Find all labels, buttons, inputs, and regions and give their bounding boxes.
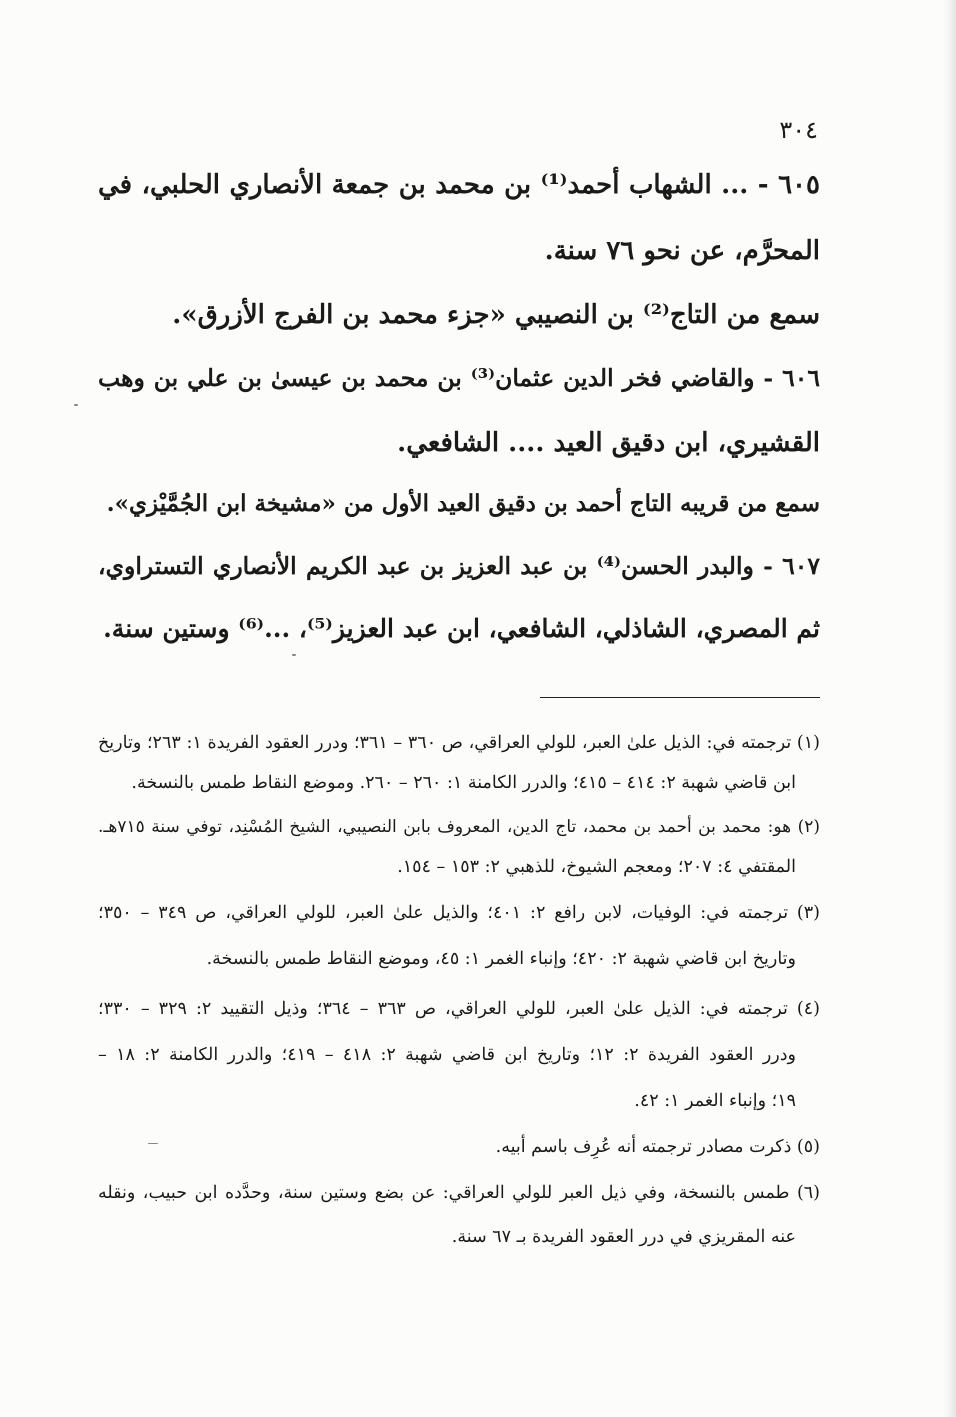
footnote-6-line-2: عنه المقريزي في درر العقود الفريدة بـ ٦٧ سنة. xyxy=(451,1227,796,1247)
entry-607-line-1: ٦٠٧ - والبدر الحسن⁽⁴⁾ بن عبد العزيز بن عبد الكريم الأنصاري التستراوي، xyxy=(98,552,821,580)
entry-605-line-1: ٦٠٥ - ... الشهاب أحمد⁽¹⁾ بن محمد بن جمعة الأنصاري الحلبي، في xyxy=(98,170,820,200)
page-number: ٣٠٤ xyxy=(779,116,818,144)
scan-edge xyxy=(942,0,956,1417)
footnote-1-line-2: ابن قاضي شهبة ٢: ٤١٤ – ٤١٥؛ والدرر الكامنة ١: ٢٦٠ – ٢٦٠. وموضع النقاط طمس بالنسخة. xyxy=(131,773,796,793)
footnote-4-line-3: ١٩؛ وإنباء الغمر ١: ٤٢. xyxy=(634,1091,796,1111)
scan-speck xyxy=(148,1143,158,1144)
entry-606-line-2: القشيري، ابن دقيق العيد .... الشافعي. xyxy=(397,428,820,458)
footnote-4-line-2: ودرر العقود الفريدة ٢: ١٢؛ وتاريخ ابن قاضي شهبة ٢: ٤١٨ – ٤١٩؛ والدرر الكامنة ٢: ١٨ – xyxy=(98,1045,796,1065)
footnote-separator xyxy=(540,697,820,698)
footnote-6-line-1: (٦) طمس بالنسخة، وفي ذيل العبر للولي العراقي: عن بضع وستين سنة، وحدَّده ابن حبيب، ونقله xyxy=(98,1183,820,1203)
entry-607-line-2: ثم المصري، الشاذلي، الشافعي، ابن عبد العزيز⁽⁵⁾، ...⁽⁶⁾ وستين سنة. xyxy=(103,614,820,643)
footnote-2-line-1: (٢) هو: محمد بن أحمد بن محمد، تاج الدين، المعروف بابن النصيبي، الشيخ المُسْنِد، توفي سنة ٧١٥هـ. xyxy=(98,817,820,837)
footnote-2-line-2: المقتفي ٤: ٢٠٧؛ ومعجم الشيوخ، للذهبي ٢: ١٥٣ – ١٥٤. xyxy=(397,857,796,877)
scan-speck xyxy=(74,404,78,406)
entry-606-sama: سمع من قريبه التاج أحمد بن دقيق العيد الأول من «مشيخة ابن الجُمَّيْزي». xyxy=(106,490,820,517)
footnote-3-line-1: (٣) ترجمته في: الوفيات، لابن رافع ٢: ٤٠١؛ والذيل علىٰ العبر، للولي العراقي، ص ٣٤٩ – ٣٥٠؛ xyxy=(98,903,820,923)
entry-605-line-2: المحرَّم، عن نحو ٧٦ سنة. xyxy=(544,236,820,266)
footnote-5-line-1: (٥) ذكرت مصادر ترجمته أنه عُرِف باسم أبيه. xyxy=(495,1137,820,1157)
footnote-1-line-1: (١) ترجمته في: الذيل علىٰ العبر، للولي العراقي، ص ٣٦٠ – ٣٦١؛ ودرر العقود الفريدة ١: ٢٦٣؛ وتاريخ xyxy=(98,733,820,753)
entry-605-sama: سمع من التاج⁽²⁾ بن النصيبي «جزء محمد بن الفرج الأزرق». xyxy=(172,300,820,330)
scan-speck xyxy=(292,654,296,656)
footnote-4-line-1: (٤) ترجمته في: الذيل علىٰ العبر، للولي العراقي، ص ٣٦٣ – ٣٦٤؛ وذيل التقييد ٢: ٣٢٩ – ٣٣٠؛ xyxy=(98,999,820,1019)
entry-606-line-1: ٦٠٦ - والقاضي فخر الدين عثمان⁽³⁾ بن محمد بن عيسىٰ بن علي بن وهب xyxy=(98,364,820,392)
footnote-3-line-2: وتاريخ ابن قاضي شهبة ٢: ٤٢٠؛ وإنباء الغمر ١: ٤٥، وموضع النقاط طمس بالنسخة. xyxy=(206,949,796,969)
